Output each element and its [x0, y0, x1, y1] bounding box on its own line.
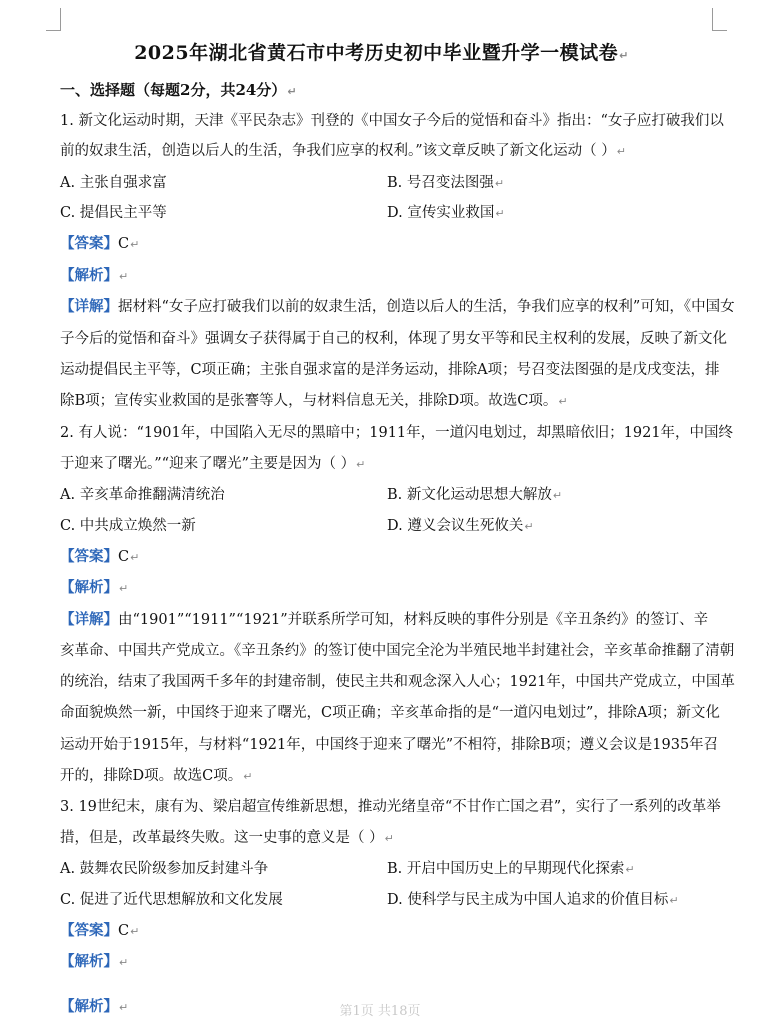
- q2-option-b: B. 新文化运动思想大解放↵: [387, 487, 563, 503]
- q3-stem-line2: 措，但是，改革最终失败。这一史事的意义是（ ）↵: [60, 830, 394, 846]
- q3-option-d: D. 使科学与民主成为中国人追求的价值目标↵: [387, 892, 679, 908]
- q3-option-a: A. 鼓舞农民阶级参加反封建斗争: [60, 861, 269, 877]
- margin-corner-top-right: [712, 8, 727, 31]
- q3-option-b: B. 开启中国历史上的早期现代化探索↵: [387, 861, 635, 877]
- q1-answer: 【答案】C↵: [60, 235, 140, 252]
- q1-stem-line1: 1. 新文化运动时期，天津《平民杂志》刊登的《中国女子今后的觉悟和奋斗》指出：“女子应打破我们以: [60, 113, 724, 129]
- q2-stem-line2: 于迎来了曙光。”“迎来了曙光”主要是因为（ ）↵: [60, 456, 366, 472]
- q2-detail-line3: 的统治，结束了我国两千多年的封建帝制，使民主共和观念深入人心；1921年，中国共产党成立，中国革: [60, 674, 735, 690]
- section-heading: 一、选择题（每题2分，共24分）↵: [60, 81, 297, 99]
- q1-analysis-label: 【解析】↵: [60, 267, 129, 284]
- q1-detail-line3: 运动提倡民主平等，C项正确；主张自强求富的是洋务运动，排除A项；号召变法图强的是戊戌变法，排: [60, 362, 720, 378]
- q2-detail-line4: 命面貌焕然一新，中国终于迎来了曙光，C项正确；辛亥革命指的是“一道闪电划过”，排除A项；新文化: [60, 705, 720, 721]
- q1-option-d: D. 宣传实业救国↵: [387, 205, 505, 221]
- page-footer: 第1页 共18页: [339, 1004, 421, 1019]
- q3-analysis-label: 【解析】↵: [60, 953, 129, 970]
- document-title: 2025年湖北省黄石市中考历史初中毕业暨升学一模试卷↵: [134, 42, 629, 64]
- q1-stem-line2: 前的奴隶生活，创造以后人的生活，争我们应享的权利。”该文章反映了新文化运动（ ）↵: [60, 143, 626, 159]
- q2-analysis-label: 【解析】↵: [60, 579, 129, 596]
- q1-detail-line4: 除B项；宣传实业救国的是张謇等人，与材料信息无关，排除D项。故选C项。↵: [60, 393, 568, 409]
- q2-detail-line1: 【详解】由“1901”“1911”“1921”并联系所学可知，材料反映的事件分别是《辛丑条约》的签订、辛: [60, 611, 709, 628]
- q1-option-b: B. 号召变法图强↵: [387, 175, 505, 191]
- q2-detail-line2: 亥革命、中国共产党成立。《辛丑条约》的签订使中国完全沦为半殖民地半封建社会，辛亥革命推翻了清朝: [60, 643, 735, 659]
- q2-detail-line6: 开的，排除D项。故选C项。↵: [60, 768, 253, 784]
- q1-detail-line2: 子今后的觉悟和奋斗》强调女子获得属于自己的权利，体现了男女平等和民主权利的发展，反映了新文化: [60, 331, 727, 347]
- margin-corner-top-left: [46, 8, 61, 31]
- q2-answer: 【答案】C↵: [60, 548, 140, 565]
- q3-option-c: C. 促进了近代思想解放和文化发展: [60, 892, 283, 908]
- q2-detail-line5: 运动开始于1915年，与材料“1921年，中国终于迎来了曙光”不相符，排除B项；遵义会议是1935年召: [60, 737, 719, 753]
- q3-detail-label: 【解析】↵: [60, 998, 129, 1015]
- q2-option-d: D. 遵义会议生死攸关↵: [387, 518, 534, 534]
- q1-option-a: A. 主张自强求富: [60, 175, 167, 191]
- q2-option-a: A. 辛亥革命推翻满清统治: [60, 487, 225, 503]
- q1-option-c: C. 提倡民主平等: [60, 205, 167, 221]
- q3-stem-line1: 3. 19世纪末，康有为、梁启超宣传维新思想，推动光绪皇帝“不甘作亡国之君”，实行了一系列的改革举: [60, 799, 721, 815]
- q1-detail-line1: 【详解】据材料“女子应打破我们以前的奴隶生活，创造以后人的生活，争我们应享的权利”可知，《中国女: [60, 298, 735, 315]
- q3-answer: 【答案】C↵: [60, 922, 140, 939]
- q2-option-c: C. 中共成立焕然一新: [60, 518, 196, 534]
- q2-stem-line1: 2. 有人说：“1901年，中国陷入无尽的黑暗中；1911年，一道闪电划过，却黑暗依旧；1921年，中国终: [60, 425, 734, 441]
